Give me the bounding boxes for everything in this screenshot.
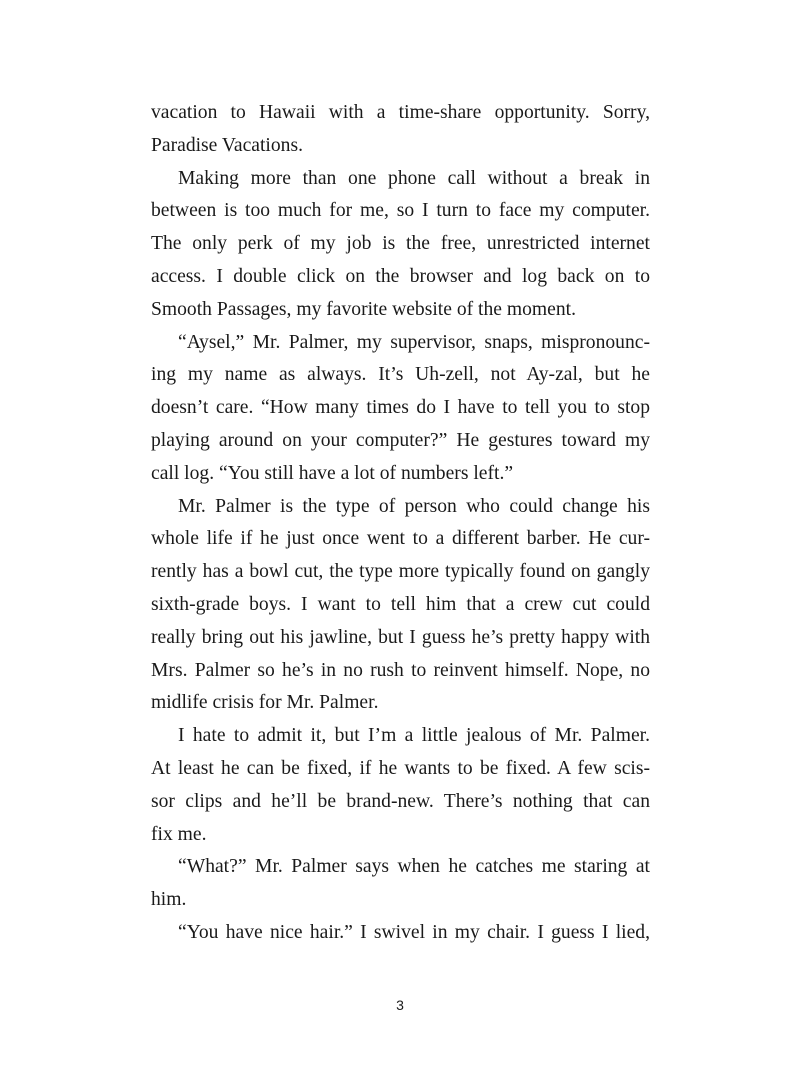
text-line: “You have nice hair.” I swivel in my chair. I guess I lied, xyxy=(178,921,650,943)
text-line: I hate to admit it, but I’m a little jealous of Mr. Palmer. xyxy=(178,725,650,747)
text-line: between is too much for me, so I turn to face my computer. xyxy=(151,200,650,222)
text-line: rently has a bowl cut, the type more typically found on gangly xyxy=(151,561,650,583)
text-line: really bring out his jawline, but I guess he’s pretty happy with xyxy=(151,626,650,648)
text-line: call log. “You still have a lot of numbers left.” xyxy=(151,462,514,484)
text-line: At least he can be fixed, if he wants to be fixed. A few scis- xyxy=(151,757,650,779)
text-line: midlife crisis for Mr. Palmer. xyxy=(151,692,379,714)
text-line: Mr. Palmer is the type of person who could change his xyxy=(178,495,650,517)
text-line: playing around on your computer?” He gestures toward my xyxy=(151,429,650,451)
text-line: access. I double click on the browser and log back on to xyxy=(151,265,650,287)
text-line: The only perk of my job is the free, unrestricted internet xyxy=(151,233,650,255)
text-line: Paradise Vacations. xyxy=(151,134,303,156)
text-line: Smooth Passages, my favorite website of the moment. xyxy=(151,298,577,320)
text-line: him. xyxy=(151,889,187,911)
text-line: vacation to Hawaii with a time-share opportunity. Sorry, xyxy=(151,102,650,123)
text-line: sixth-grade boys. I want to tell him that a crew cut could xyxy=(151,593,650,615)
text-line: “What?” Mr. Palmer says when he catches me staring at xyxy=(178,856,650,878)
body-text xyxy=(151,97,650,950)
text-line: fix me. xyxy=(151,823,207,845)
text-line: “Aysel,” Mr. Palmer, my supervisor, snaps, mispronounc- xyxy=(178,331,650,353)
text-line: doesn’t care. “How many times do I have to tell you to stop xyxy=(151,397,650,419)
page-number: 3 xyxy=(396,997,404,1013)
text-line: Making more than one phone call without a break in xyxy=(178,167,650,189)
text-line: Mrs. Palmer so he’s in no rush to reinvent himself. Nope, no xyxy=(151,659,650,681)
text-line: ing my name as always. It’s Uh-zell, not Ay-zal, but he xyxy=(151,364,650,386)
text-line: whole life if he just once went to a different barber. He cur- xyxy=(151,528,650,550)
text-line: sor clips and he’ll be brand-new. There’s nothing that can xyxy=(151,790,650,812)
